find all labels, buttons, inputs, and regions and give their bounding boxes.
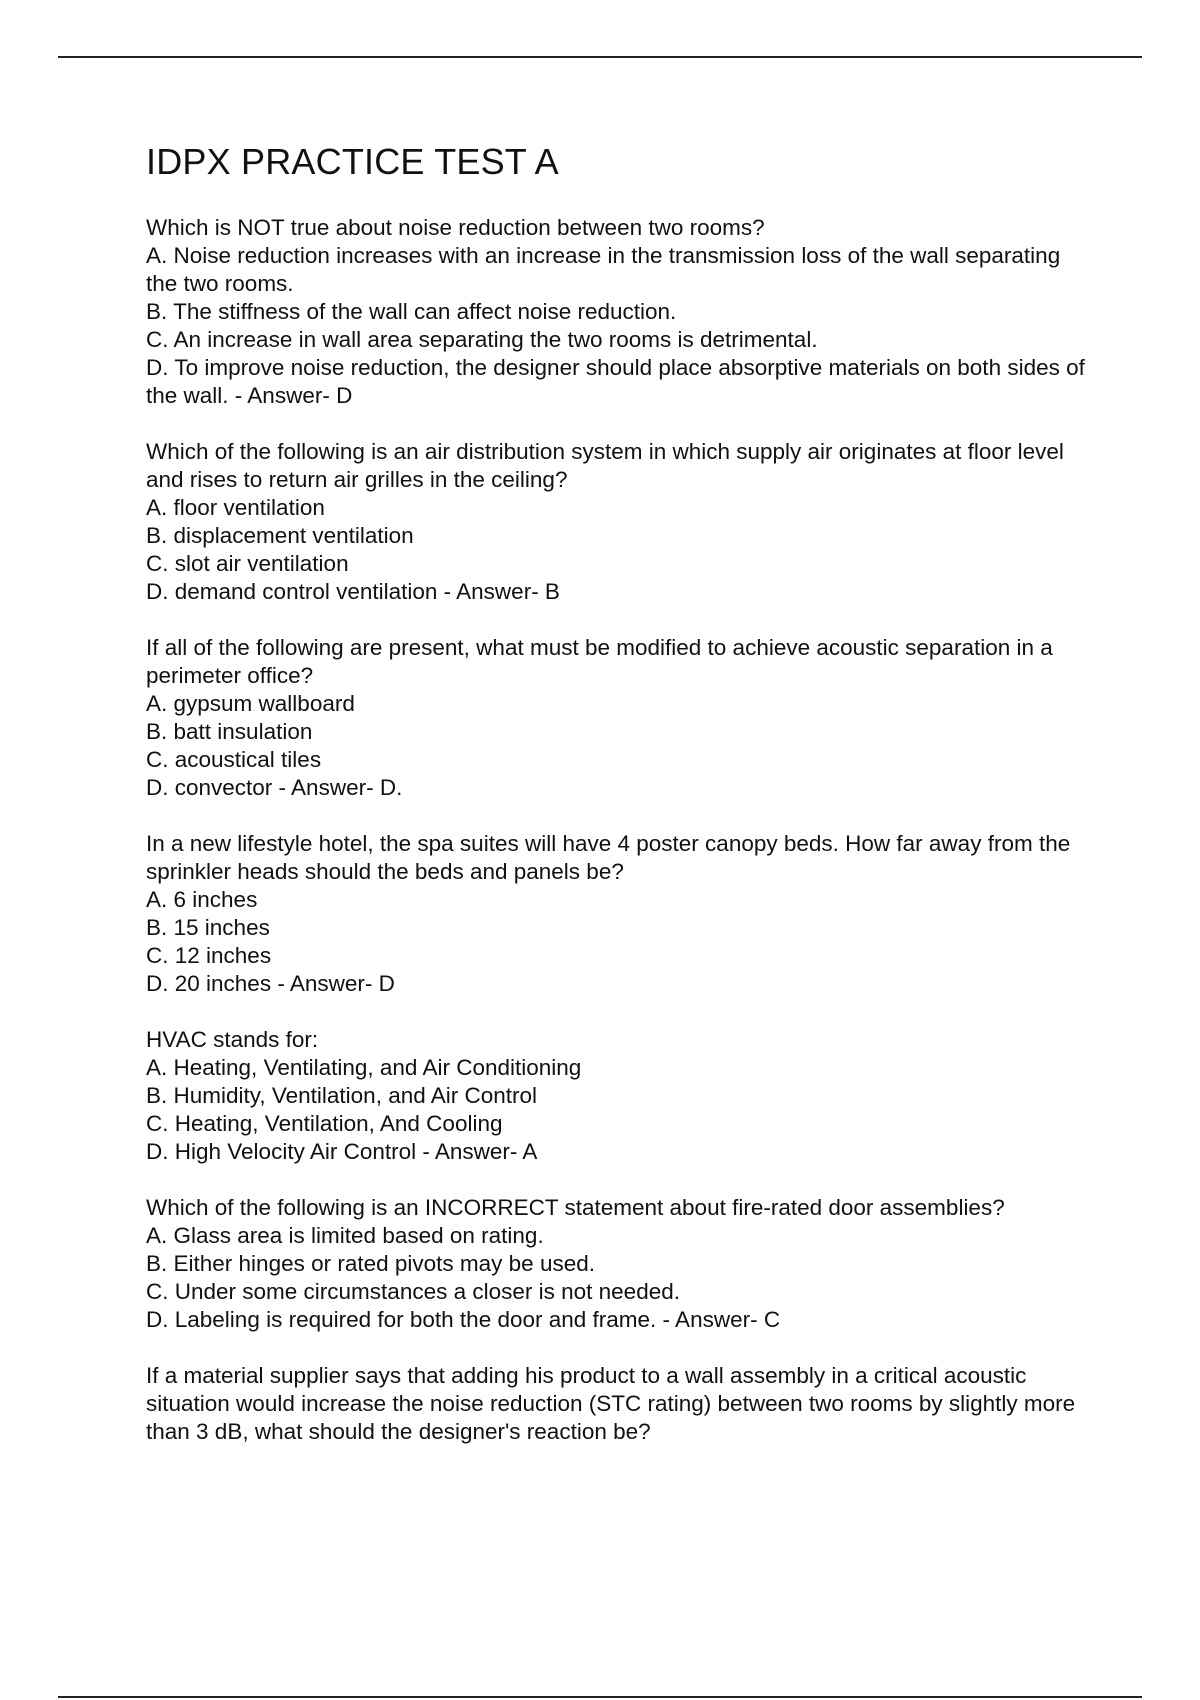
answer-option: D. Labeling is required for both the door and frame. - Answer- C [146, 1307, 781, 1332]
answer-option: B. 15 inches [146, 915, 270, 940]
answer-option: C. 12 inches [146, 943, 272, 968]
answer-option: C. acoustical tiles [146, 747, 322, 772]
answer-option: B. displacement ventilation [146, 523, 414, 548]
answer-option: B. The stiffness of the wall can affect noise reduction. [146, 299, 677, 324]
answer-option: A. 6 inches [146, 887, 258, 912]
answer-option: C. slot air ventilation [146, 551, 349, 576]
question-stem: HVAC stands for: [146, 1027, 319, 1052]
question-stem: Which of the following is an air distribution system in which supply air originates at floor level and rises to return air grilles in the ceiling? [146, 439, 1064, 492]
answer-option: D. 20 inches - Answer- D [146, 971, 395, 996]
top-rule [58, 56, 1142, 58]
question-2 [146, 438, 1096, 606]
answer-option: C. An increase in wall area separating the two rooms is detrimental. [146, 327, 818, 352]
question-6 [146, 1194, 1096, 1334]
answer-option: D. demand control ventilation - Answer- B [146, 579, 560, 604]
answer-option: B. Humidity, Ventilation, and Air Control [146, 1083, 538, 1108]
question-stem: In a new lifestyle hotel, the spa suites will have 4 poster canopy beds. How far away from the sprinkler heads should the beds and panels be? [146, 831, 1071, 884]
question-5 [146, 1026, 1096, 1166]
answer-option: D. To improve noise reduction, the designer should place absorptive materials on both sides of the wall. - Answer- D [146, 355, 1085, 408]
answer-option: A. floor ventilation [146, 495, 325, 520]
answer-option: A. Glass area is limited based on rating. [146, 1223, 544, 1248]
question-stem: Which is NOT true about noise reduction between two rooms? [146, 215, 765, 240]
answer-option: D. convector - Answer- D. [146, 775, 403, 800]
answer-option: B. Either hinges or rated pivots may be used. [146, 1251, 595, 1276]
answer-option: C. Heating, Ventilation, And Cooling [146, 1111, 503, 1136]
question-stem: If a material supplier says that adding his product to a wall assembly in a critical acoustic situation would increase the noise reduction (STC rating) between two rooms by slightly more than 3 dB, what should the designer's reaction be? [146, 1363, 1076, 1444]
answer-option: D. High Velocity Air Control - Answer- A [146, 1139, 538, 1164]
answer-option: A. gypsum wallboard [146, 691, 355, 716]
page-content [146, 140, 1096, 1474]
question-7 [146, 1362, 1096, 1446]
page-title: IDPX PRACTICE TEST A [146, 141, 559, 182]
question-3 [146, 634, 1096, 802]
answer-option: B. batt insulation [146, 719, 313, 744]
question-1 [146, 214, 1096, 410]
question-stem: Which of the following is an INCORRECT statement about fire-rated door assemblies? [146, 1195, 1005, 1220]
answer-option: C. Under some circumstances a closer is not needed. [146, 1279, 680, 1304]
answer-option: A. Noise reduction increases with an increase in the transmission loss of the wall separating the two rooms. [146, 243, 1061, 296]
question-4 [146, 830, 1096, 998]
bottom-rule [58, 1696, 1142, 1698]
question-stem: If all of the following are present, what must be modified to achieve acoustic separation in a perimeter office? [146, 635, 1053, 688]
answer-option: A. Heating, Ventilating, and Air Conditioning [146, 1055, 582, 1080]
